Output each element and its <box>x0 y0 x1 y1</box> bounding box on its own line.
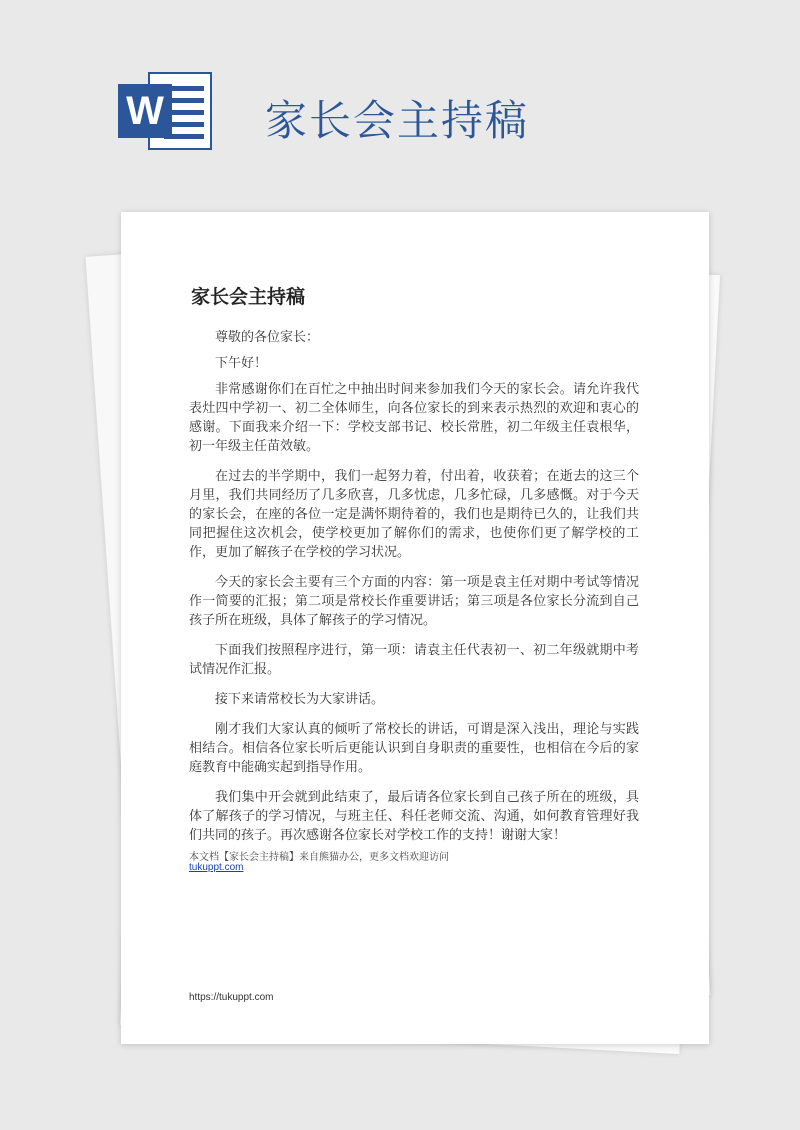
footer-url[interactable]: https://tukuppt.com <box>189 992 274 1003</box>
word-letter: W <box>118 84 172 138</box>
document-body <box>189 328 639 856</box>
document-title: 家长会主持稿 <box>191 286 306 308</box>
paragraph: 在过去的半学期中，我们一起努力着，付出着，收获着；在逝去的这三个月里，我们共同经历了几多欣喜，几多忧虑，几多忙碌，几多感慨。对于今天的家长会，在座的各位一定是满怀期待着的，我们也是期待已久的，让我们共同把握住这次机会，使学校更加了解你们的需求，也使你们更了解学校的工作，更加了解孩子在学校的学习状况。 <box>189 469 639 560</box>
banner-title: 家长会主持稿 <box>265 96 530 145</box>
document-page <box>121 212 709 1044</box>
paragraph-salutation: 尊敬的各位家长： <box>215 330 320 345</box>
paragraph: 接下来请常校长为大家讲话。 <box>215 692 385 707</box>
word-logo-icon <box>118 72 214 150</box>
source-link[interactable]: tukuppt.com <box>189 862 244 873</box>
paragraph-greeting: 下午好！ <box>215 356 268 371</box>
paragraph: 刚才我们大家认真的倾听了常校长的讲话，可谓是深入浅出，理论与实践相结合。相信各位家长听后更能认识到自身职责的重要性，也相信在今后的家庭教育中能确实起到指导作用。 <box>189 722 639 775</box>
source-note: 本文档【家长会主持稿】来自熊猫办公，更多文档欢迎访问 <box>189 852 449 863</box>
paragraph: 非常感谢你们在百忙之中抽出时间来参加我们今天的家长会。请允许我代表灶四中学初一、初二全体师生，向各位家长的到来表示热烈的欢迎和衷心的感谢。下面我来介绍一下：学校支部书记、校长常胜，初二年级主任袁根华，初一年级主任苗效敏。 <box>189 382 639 454</box>
paragraph: 我们集中开会就到此结束了，最后请各位家长到自己孩子所在的班级，具体了解孩子的学习情况，与班主任、科任老师交流、沟通，如何教育管理好我们共同的孩子。再次感谢各位家长对学校工作的支持！谢谢大家！ <box>189 790 639 843</box>
paragraph: 今天的家长会主要有三个方面的内容：第一项是袁主任对期中考试等情况作一简要的汇报；第二项是常校长作重要讲话；第三项是各位家长分流到自己孩子所在班级，具体了解孩子的学习情况。 <box>189 575 639 628</box>
paragraph: 下面我们按照程序进行，第一项：请袁主任代表初一、初二年级就期中考试情况作汇报。 <box>189 643 639 677</box>
